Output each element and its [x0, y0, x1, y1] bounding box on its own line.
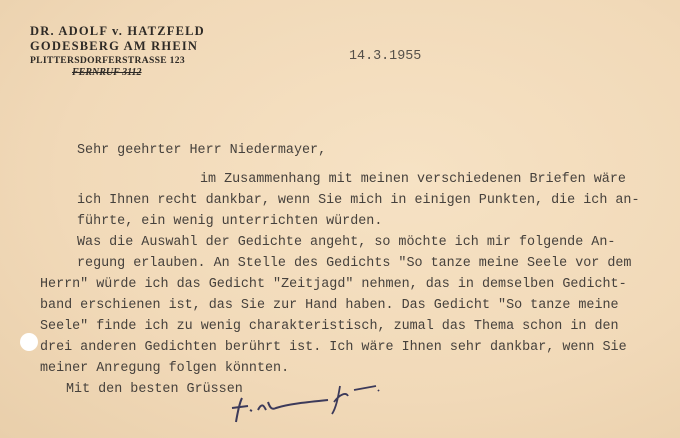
letter-date: 14.3.1955: [349, 49, 422, 64]
punch-hole: [20, 333, 38, 351]
letterhead-city: GODESBERG AM RHEIN: [30, 39, 199, 53]
body-line: meiner Anregung folgen könnten.: [40, 361, 290, 376]
body-line: ich Ihnen recht dankbar, wenn Sie mich in einigen Punkten, die ich an-: [77, 193, 640, 208]
body-line: band erschienen ist, das Sie zur Hand haben. Das Gedicht "So tanze meine: [40, 298, 619, 313]
letterhead-struck-phone: FERNRUF 3112: [72, 67, 142, 78]
body-line: im Zusammenhang mit meinen verschiedenen Briefen wäre: [200, 172, 626, 187]
body-line: Seele" finde ich zu wenig charakteristisch, zumal das Thema schon in den: [40, 319, 619, 334]
body-line: Was die Auswahl der Gedichte angeht, so möchte ich mir folgende An-: [77, 235, 616, 250]
letterhead-street: PLITTERSDORFERSTRASSE 123: [30, 55, 185, 66]
body-line: regung erlauben. An Stelle des Gedichts "So tanze meine Seele vor dem: [77, 256, 632, 271]
handwritten-signature: [228, 380, 398, 430]
body-line: Herrn" würde ich das Gedicht "Zeitjagd" nehmen, das in demselben Gedicht-: [40, 277, 627, 292]
salutation: Sehr geehrter Herr Niedermayer,: [77, 143, 327, 158]
body-line: drei anderen Gedichten berührt ist. Ich wäre Ihnen sehr dankbar, wenn Sie: [40, 340, 627, 355]
closing: Mit den besten Grüssen: [66, 382, 243, 397]
body-line: führte, ein wenig unterrichten würden.: [77, 214, 383, 229]
letterhead-name: DR. ADOLF v. HATZFELD: [30, 24, 205, 38]
